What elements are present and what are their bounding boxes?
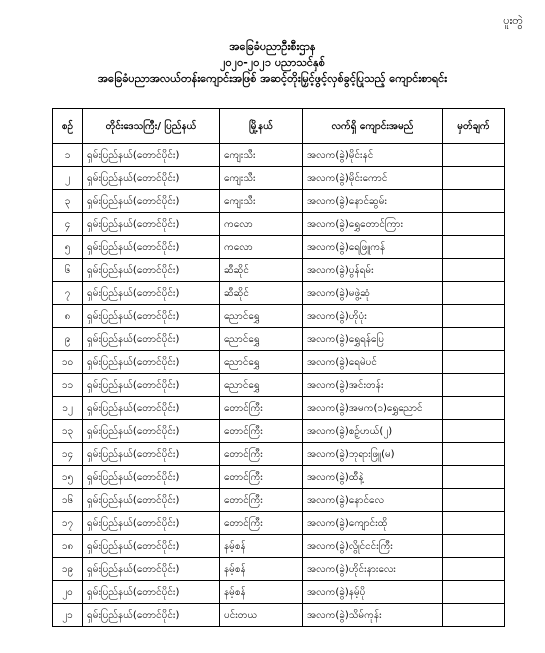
cell-township: တောင်ကြီး <box>220 397 303 420</box>
cell-region: ရှမ်းပြည်နယ်(တောင်ပိုင်း) <box>83 259 220 282</box>
cell-remarks <box>443 328 505 351</box>
cell-school-name: အလက(ခွဲ)ဟိုပုံး <box>303 305 443 328</box>
cell-serial: ၂ <box>53 167 83 190</box>
cell-remarks <box>443 512 505 535</box>
cell-serial: ၂၁ <box>53 604 83 627</box>
cell-township: ညောင်ရွှေ <box>220 305 303 328</box>
cell-region: ရှမ်းပြည်နယ်(တောင်ပိုင်း) <box>83 305 220 328</box>
cell-remarks <box>443 558 505 581</box>
cell-serial: ၁၆ <box>53 489 83 512</box>
cell-township: ဆီဆိုင် <box>220 282 303 305</box>
table-row <box>53 535 505 558</box>
table-row <box>53 213 505 236</box>
cell-remarks <box>443 581 505 604</box>
cell-township: ကျေးသီး <box>220 190 303 213</box>
cell-township: တောင်ကြီး <box>220 443 303 466</box>
cell-serial: ၁၈ <box>53 535 83 558</box>
cell-school-name: အလက(ခွဲ)အမက(၁)ရွှေညောင် <box>303 397 443 420</box>
cell-serial: ၁၅ <box>53 466 83 489</box>
cell-township: တောင်ကြီး <box>220 512 303 535</box>
table-row <box>53 282 505 305</box>
header-serial: စဥ် <box>53 109 83 144</box>
cell-remarks <box>443 282 505 305</box>
cell-serial: ၃ <box>53 190 83 213</box>
cell-region: ရှမ်းပြည်နယ်(တောင်ပိုင်း) <box>83 489 220 512</box>
cell-township: နမ့်စန် <box>220 535 303 558</box>
cell-remarks <box>443 190 505 213</box>
cell-region: ရှမ်းပြည်နယ်(တောင်ပိုင်း) <box>83 374 220 397</box>
attachment-label: ပူးတွဲ <box>503 14 523 27</box>
cell-remarks <box>443 489 505 512</box>
cell-region: ရှမ်းပြည်နယ်(တောင်ပိုင်း) <box>83 144 220 167</box>
cell-serial: ၂၀ <box>53 581 83 604</box>
cell-region: ရှမ်းပြည်နယ်(တောင်ပိုင်း) <box>83 190 220 213</box>
cell-serial: ၄ <box>53 213 83 236</box>
header-remarks: မှတ်ချက် <box>443 109 505 144</box>
cell-remarks <box>443 213 505 236</box>
cell-region: ရှမ်းပြည်နယ်(တောင်ပိုင်း) <box>83 558 220 581</box>
cell-serial: ၁၉ <box>53 558 83 581</box>
cell-serial: ၁၃ <box>53 420 83 443</box>
cell-serial: ၈ <box>53 305 83 328</box>
schools-table <box>52 108 505 627</box>
table-row <box>53 581 505 604</box>
cell-school-name: အလက(ခွဲ)ပွန်ရမ်း <box>303 259 443 282</box>
cell-region: ရှမ်းပြည်နယ်(တောင်ပိုင်း) <box>83 397 220 420</box>
table-row <box>53 351 505 374</box>
cell-region: ရှမ်းပြည်နယ်(တောင်ပိုင်း) <box>83 604 220 627</box>
cell-township: နမ့်စန် <box>220 581 303 604</box>
cell-serial: ၁၄ <box>53 443 83 466</box>
cell-serial: ၁၇ <box>53 512 83 535</box>
table-row <box>53 190 505 213</box>
cell-school-name: အလက(ခွဲ)နောင်လေ <box>303 489 443 512</box>
cell-township: ဆီဆိုင် <box>220 259 303 282</box>
cell-region: ရှမ်းပြည်နယ်(တောင်ပိုင်း) <box>83 351 220 374</box>
cell-school-name: အလက(ခွဲ)ကျောင်းထို <box>303 512 443 535</box>
document-title: အခြေခံပညာအလယ်တန်းကျောင်းအဖြစ် အဆင့်တိုးမြှင့်ဖွင့်လှစ်ခွင့်ပြုသည့် ကျောင်းစာရင်း <box>97 72 448 85</box>
cell-township: ကျေးသီး <box>220 144 303 167</box>
table-row <box>53 167 505 190</box>
cell-serial: ၁ <box>53 144 83 167</box>
cell-school-name: အလက(ခွဲ)သိမ်ကုန်း <box>303 604 443 627</box>
cell-region: ရှမ်းပြည်နယ်(တောင်ပိုင်း) <box>83 581 220 604</box>
cell-township: ပင်းတယ <box>220 604 303 627</box>
cell-school-name: အလက(ခွဲ)မဖွဲ့ဆုံ <box>303 282 443 305</box>
cell-remarks <box>443 167 505 190</box>
table-row <box>53 443 505 466</box>
cell-region: ရှမ်းပြည်နယ်(တောင်ပိုင်း) <box>83 213 220 236</box>
header-township: မြို့နယ် <box>220 109 303 144</box>
table-body <box>53 144 505 627</box>
cell-remarks <box>443 351 505 374</box>
cell-school-name: အလက(ခွဲ)စဥ့်ဟယ်(၂) <box>303 420 443 443</box>
cell-remarks <box>443 305 505 328</box>
cell-region: ရှမ်းပြည်နယ်(တောင်ပိုင်း) <box>83 167 220 190</box>
cell-school-name: အလက(ခွဲ)လွိုင်ငင်းကြီး <box>303 535 443 558</box>
cell-region: ရှမ်းပြည်နယ်(တောင်ပိုင်း) <box>83 328 220 351</box>
cell-school-name: အလက(ခွဲ)ရေမဲပင် <box>303 351 443 374</box>
cell-remarks <box>443 420 505 443</box>
cell-township: ကလော <box>220 236 303 259</box>
cell-township: ကလော <box>220 213 303 236</box>
table-row <box>53 328 505 351</box>
academic-year: ၂၀၂၀-၂၀၂၁ ပညာသင်နှစ် <box>220 56 325 69</box>
cell-township: ညောင်ရွှေ <box>220 328 303 351</box>
cell-remarks <box>443 604 505 627</box>
cell-township: ညောင်ရွှေ <box>220 374 303 397</box>
cell-region: ရှမ်းပြည်နယ်(တောင်ပိုင်း) <box>83 512 220 535</box>
table-header-row <box>53 109 505 144</box>
table-row <box>53 144 505 167</box>
cell-school-name: အလက(ခွဲ)ဟိုင်းနားလေး <box>303 558 443 581</box>
cell-remarks <box>443 259 505 282</box>
cell-region: ရှမ်းပြည်နယ်(တောင်ပိုင်း) <box>83 443 220 466</box>
cell-school-name: အလက(ခွဲ)ထီနဲ့ <box>303 466 443 489</box>
table-row <box>53 604 505 627</box>
cell-serial: ၁၁ <box>53 374 83 397</box>
cell-township: ကျေးသီး <box>220 167 303 190</box>
cell-remarks <box>443 374 505 397</box>
table-row <box>53 305 505 328</box>
cell-school-name: အလက(ခွဲ)ဘုရားဖြူ(မ) <box>303 443 443 466</box>
table-row <box>53 236 505 259</box>
cell-school-name: အလက(ခွဲ)နောင်ဆွမ်း <box>303 190 443 213</box>
cell-region: ရှမ်းပြည်နယ်(တောင်ပိုင်း) <box>83 282 220 305</box>
table-row <box>53 512 505 535</box>
cell-school-name: အလက(ခွဲ)ရေဖြူကန် <box>303 236 443 259</box>
cell-remarks <box>443 466 505 489</box>
cell-school-name: အလက(ခွဲ)ရွှေရန်ပြေ <box>303 328 443 351</box>
cell-school-name: အလက(ခွဲ)မိုင်းနင် <box>303 144 443 167</box>
cell-school-name: အလက(ခွဲ)ရွှေတောင်ကြား <box>303 213 443 236</box>
cell-township: တောင်ကြီး <box>220 489 303 512</box>
department-title: အခြေခံပညာဦးစီးဌာန <box>229 40 316 53</box>
table-row <box>53 259 505 282</box>
cell-region: ရှမ်းပြည်နယ်(တောင်ပိုင်း) <box>83 466 220 489</box>
cell-township: ညောင်ရွှေ <box>220 351 303 374</box>
table-row <box>53 466 505 489</box>
cell-remarks <box>443 443 505 466</box>
cell-region: ရှမ်းပြည်နယ်(တောင်ပိုင်း) <box>83 420 220 443</box>
header-region: တိုင်းဒေသကြီး/ ပြည်နယ် <box>83 109 220 144</box>
table-row <box>53 397 505 420</box>
cell-serial: ၆ <box>53 259 83 282</box>
cell-remarks <box>443 144 505 167</box>
table-row <box>53 420 505 443</box>
table-row <box>53 374 505 397</box>
cell-serial: ၅ <box>53 236 83 259</box>
cell-region: ရှမ်းပြည်နယ်(တောင်ပိုင်း) <box>83 236 220 259</box>
cell-school-name: အလက(ခွဲ)မိုင်းကောင် <box>303 167 443 190</box>
cell-remarks <box>443 236 505 259</box>
table-row <box>53 489 505 512</box>
cell-remarks <box>443 397 505 420</box>
cell-serial: ၉ <box>53 328 83 351</box>
cell-serial: ၇ <box>53 282 83 305</box>
cell-township: နမ့်စန် <box>220 558 303 581</box>
cell-township: တောင်ကြီး <box>220 466 303 489</box>
cell-region: ရှမ်းပြည်နယ်(တောင်ပိုင်း) <box>83 535 220 558</box>
table-row <box>53 558 505 581</box>
cell-serial: ၁၀ <box>53 351 83 374</box>
header-school-name: လက်ရှိ ကျောင်းအမည် <box>303 109 443 144</box>
cell-township: တောင်ကြီး <box>220 420 303 443</box>
cell-serial: ၁၂ <box>53 397 83 420</box>
cell-remarks <box>443 535 505 558</box>
cell-school-name: အလက(ခွဲ)နမ့်ပို <box>303 581 443 604</box>
cell-school-name: အလက(ခွဲ)အင်းတန်း <box>303 374 443 397</box>
